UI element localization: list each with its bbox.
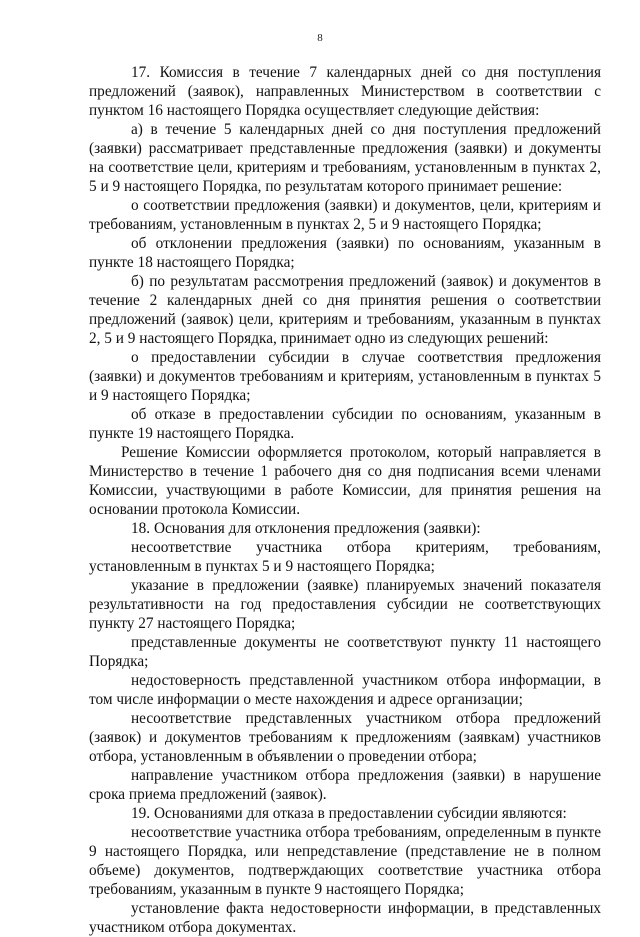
paragraph-19: 19. Основаниями для отказа в предоставлении субсидии являются:: [131, 805, 567, 822]
page-number: 8: [317, 32, 323, 44]
paragraph-17b-decision-1: о предоставлении субсидии в случае соответствия предложения (заявки) и документов требованиям и критериям, установленным в пунктах 5 и 9 настоящего Порядка;: [89, 349, 601, 404]
paragraph-19-ground-1: несоответствие участника отбора требованиям, определенным в пункте 9 настоящего Порядка, или непредставление (представление не в полном объеме) документов, подтверждающих соответствие участника отбора требованиям, указанным в пункте 9 настоящего Порядка;: [89, 824, 601, 898]
paragraph-18-ground-2: указание в предложении (заявке) планируемых значений показателя результативности на год предоставления субсидии не соответствующих пункту 27 настоящего Порядка;: [89, 577, 601, 632]
paragraph-17a-decision-2: об отклонении предложения (заявки) по основаниям, указанным в пункте 18 настоящего Порядка;: [89, 235, 601, 271]
paragraph-commission-decision: Решение Комиссии оформляется протоколом, который направляется в Министерство в течение 1 рабочего дня со дня подписания всеми членами Комиссии, участвующими в работе Комиссии, для принятия решения на основании протокола Комиссии.: [89, 444, 601, 518]
paragraph-18-ground-3: представленные документы не соответствуют пункту 11 настоящего Порядка;: [89, 634, 601, 670]
paragraph-18-ground-5: несоответствие представленных участником отбора предложений (заявок) и документов требованиям к предложениям (заявкам) участников отбора, установленным в объявлении о проведении отбора;: [89, 710, 601, 765]
paragraph-18-ground-6: направление участником отбора предложения (заявки) в нарушение срока приема предложений (заявок).: [89, 767, 601, 803]
paragraph-17a-decision-1: о соответствии предложения (заявки) и документов, цели, критериям и требованиям, установленным в пунктах 2, 5 и 9 настоящего Порядка;: [89, 197, 601, 233]
paragraph-17: 17. Комиссия в течение 7 календарных дней со дня поступления предложений (заявок), направленных Министерством в соответствии с пунктом 16 настоящего Порядка осуществляет следующие действия:: [89, 64, 601, 119]
document-body: [89, 63, 601, 937]
paragraph-18-ground-4: недостоверность представленной участником отбора информации, в том числе информации о месте нахождения и адресе организации;: [89, 672, 601, 708]
paragraph-17a: а) в течение 5 календарных дней со дня поступления предложений (заявки) рассматривает представленные предложения (заявки) и документы на соответствие цели, критериям и требованиям, установленным в пунктах 2, 5 и 9 настоящего Порядка, по результатам которого принимает решение:: [89, 121, 601, 195]
paragraph-17b: б) по результатам рассмотрения предложений (заявок) и документов в течение 2 календарных дней со дня принятия решения о соответствии предложений (заявок) цели, критериям и требованиям, указанным в пунктах 2, 5 и 9 настоящего Порядка, принимает одно из следующих решений:: [89, 273, 601, 347]
paragraph-18: 18. Основания для отклонения предложения (заявки):: [131, 520, 481, 537]
paragraph-18-ground-1: несоответствие участника отбора критериям, требованиям, установленным в пунктах 5 и 9 настоящего Порядка;: [89, 539, 601, 575]
paragraph-19-ground-2: установление факта недостоверности информации, в представленных участником отбора документах.: [89, 900, 601, 936]
paragraph-17b-decision-2: об отказе в предоставлении субсидии по основаниям, указанным в пункте 19 настоящего Порядка.: [89, 406, 601, 442]
